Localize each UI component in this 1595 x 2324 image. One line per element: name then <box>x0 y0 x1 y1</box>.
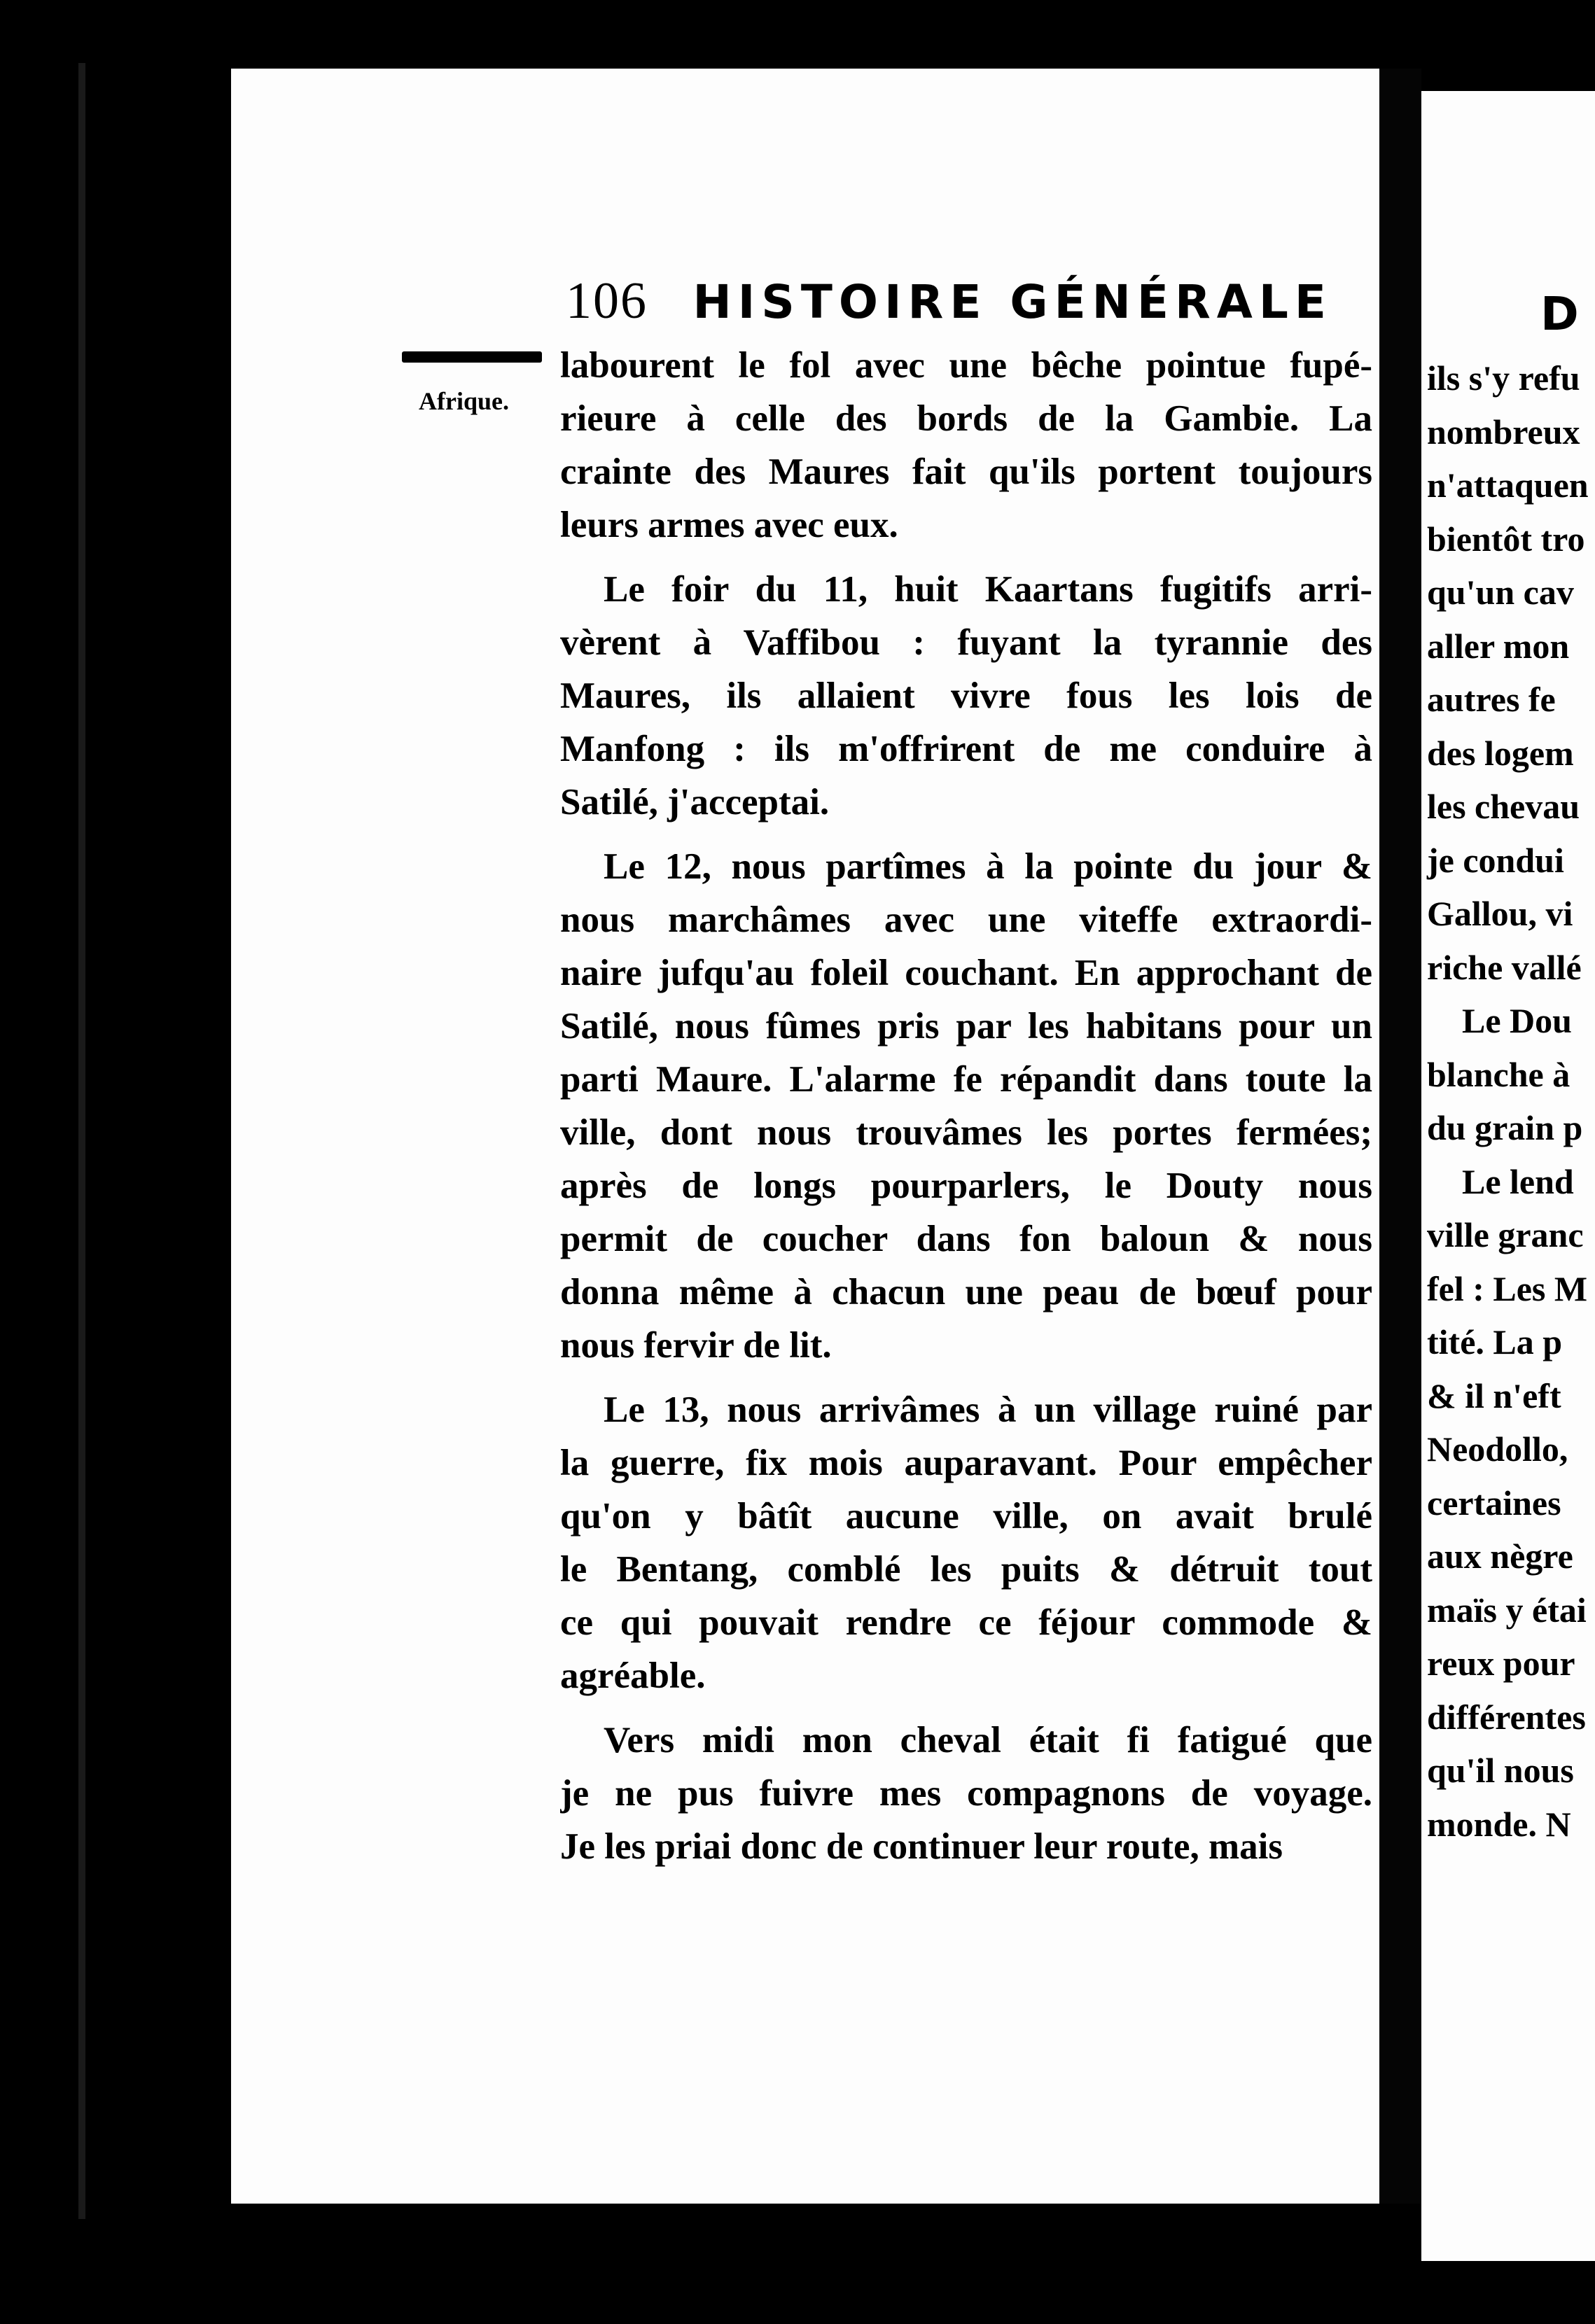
right-page-line: Gallou, vi <box>1427 894 1573 933</box>
right-page-line: je condui <box>1427 840 1564 880</box>
right-page <box>1421 91 1595 2261</box>
text-line: donna même à chacun une peau de bœuf pour <box>560 1272 1372 1312</box>
text-line: agréable. <box>560 1656 706 1696</box>
right-page-line: n'attaquen <box>1427 465 1589 505</box>
text-line: Satilé, nous fûmes pris par les habitans pour un <box>560 1006 1372 1046</box>
right-page-line: du grain p <box>1427 1108 1583 1147</box>
text-line: la guerre, fix mois auparavant. Pour empêcher <box>560 1443 1372 1483</box>
text-line: le Bentang, comblé les puits & détruit tout <box>560 1549 1372 1590</box>
paragraph <box>560 1714 1372 1873</box>
text-line: ce qui pouvait rendre ce féjour commode & <box>560 1602 1372 1643</box>
text-line: crainte des Maures fait qu'ils portent toujours <box>560 451 1372 492</box>
text-line: labourent le fol avec une bêche pointue fupé- <box>560 345 1372 386</box>
right-page-line: blanche à <box>1427 1054 1570 1094</box>
right-page-line: certaines <box>1427 1483 1561 1522</box>
right-page-line: ils s'y refu <box>1427 358 1580 398</box>
right-page-line: qu'un cav <box>1427 573 1574 612</box>
text-line: parti Maure. L'alarme fe répandit dans toute la <box>560 1059 1372 1100</box>
right-page-line: & il n'eft <box>1427 1376 1561 1415</box>
text-line: Je les priai donc de continuer leur route, mais <box>560 1826 1283 1867</box>
text-line: qu'on y bâtît aucune ville, on avait brulé <box>560 1496 1372 1536</box>
text-line: après de longs pourparlers, le Douty nous <box>560 1166 1372 1206</box>
text-line: Maures, ils allaient vivre fous les lois de <box>560 676 1372 716</box>
right-page-line: ville granc <box>1427 1215 1584 1254</box>
text-line: permit de coucher dans fon baloun & nous <box>560 1219 1372 1259</box>
text-line: nous marchâmes avec une viteffe extraordi- <box>560 899 1372 940</box>
paragraph <box>560 840 1372 1372</box>
right-page-running-head: D <box>1540 287 1579 341</box>
text-line: je ne pus fuivre mes compagnons de voyage. <box>560 1773 1372 1814</box>
right-page-line: des logem <box>1427 733 1574 773</box>
right-page-line: fel : Les M <box>1427 1268 1588 1308</box>
binding-edge <box>78 63 85 2219</box>
text-line: Vers midi mon cheval était fi fatigué que <box>604 1720 1372 1760</box>
running-head <box>566 272 1332 331</box>
body-text <box>560 339 1372 1884</box>
right-page-line: aller mon <box>1427 626 1570 666</box>
text-line: rieure à celle des bords de la Gambie. La <box>560 398 1372 439</box>
right-page-line: autres fe <box>1427 680 1556 719</box>
text-line: naire jufqu'au foleil couchant. En approchant de <box>560 953 1372 993</box>
page-gutter <box>1379 69 1421 2204</box>
right-page-line: riche vallé <box>1427 947 1582 987</box>
page-title: HISTOIRE GÉNÉRALE <box>692 275 1333 329</box>
paragraph <box>560 1383 1372 1702</box>
right-page-line: reux pour <box>1427 1644 1575 1683</box>
right-page-line: tité. La p <box>1427 1322 1563 1362</box>
right-page-line: qu'il nous <box>1427 1751 1574 1790</box>
right-page-line: les chevau <box>1427 787 1580 826</box>
right-page-line: Le lend <box>1462 1161 1574 1201</box>
paragraph <box>560 563 1372 829</box>
right-page-line: différentes <box>1427 1697 1586 1737</box>
text-line: Le foir du 11, huit Kaartans fugitifs arri- <box>604 569 1372 610</box>
text-line: Satilé, j'acceptai. <box>560 782 830 822</box>
page-number: 106 <box>566 272 648 330</box>
right-page-line: Le Dou <box>1462 1001 1572 1040</box>
right-page-line: monde. N <box>1427 1804 1571 1844</box>
text-line: leurs armes avec eux. <box>560 505 898 545</box>
right-page-line: maïs y étai <box>1427 1590 1587 1630</box>
margin-rule <box>402 351 542 363</box>
text-line: vèrent à Vaffibou : fuyant la tyrannie des <box>560 622 1372 663</box>
right-page-text <box>1421 351 1595 1851</box>
right-page-line: bientôt tro <box>1427 519 1585 559</box>
paragraph <box>560 339 1372 552</box>
text-line: ville, dont nous trouvâmes les portes fermées; <box>560 1112 1372 1153</box>
text-line: Manfong : ils m'offrirent de me conduire à <box>560 729 1372 769</box>
right-page-line: Neodollo, <box>1427 1429 1568 1469</box>
right-page-line: nombreux <box>1427 412 1580 451</box>
text-line: Le 13, nous arrivâmes à un village ruiné par <box>604 1390 1372 1430</box>
text-line: Le 12, nous partîmes à la pointe du jour & <box>604 846 1372 887</box>
margin-note: Afrique. <box>419 387 509 415</box>
right-page-line: aux nègre <box>1427 1536 1573 1576</box>
text-line: nous fervir de lit. <box>560 1325 832 1366</box>
